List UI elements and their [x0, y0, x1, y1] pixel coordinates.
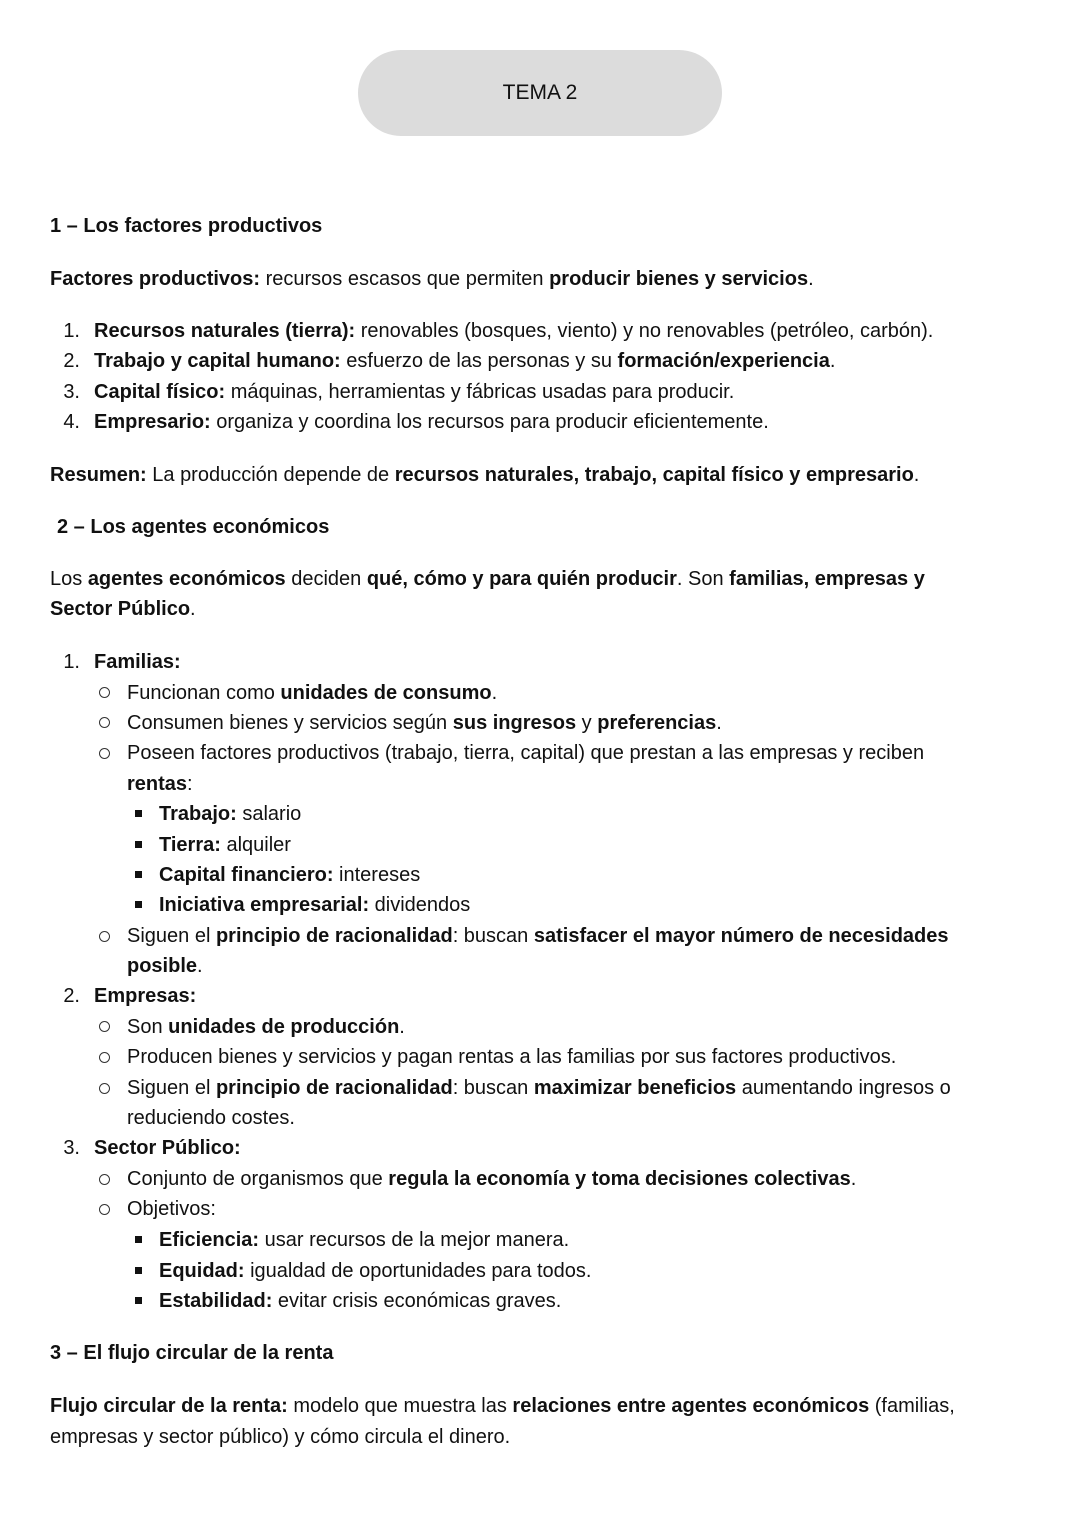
sector-point-1: Conjunto de organismos que regula la economía y toma decisiones colectivas.: [127, 1168, 857, 1190]
list-number: 4.: [63, 411, 80, 433]
s1-item-3: Capital físico: máquinas, herramientas y fábricas usadas para producir.: [94, 381, 735, 403]
section-1-heading: 1 – Los factores productivos: [50, 215, 323, 237]
empresas-point-1: Son unidades de producción.: [127, 1016, 405, 1038]
circle-bullet-icon: [99, 1174, 110, 1185]
square-bullet-icon: [135, 1297, 142, 1304]
circle-bullet-icon: [99, 717, 110, 728]
familias-point-3-cont: rentas:: [127, 773, 193, 795]
renta-iniciativa: Iniciativa empresarial: dividendos: [159, 894, 471, 916]
s1-item-2: Trabajo y capital humano: esfuerzo de las personas y su formación/experiencia.: [94, 350, 836, 372]
list-number: 2.: [63, 985, 80, 1007]
square-bullet-icon: [135, 810, 142, 817]
renta-trabajo: Trabajo: salario: [159, 803, 302, 825]
empresas-label: Empresas:: [94, 985, 197, 1007]
familias-point-3: Poseen factores productivos (trabajo, tierra, capital) que prestan a las empresas y reciben: [127, 742, 925, 764]
familias-point-4: Siguen el principio de racionalidad: buscan satisfacer el mayor número de necesidades: [127, 925, 949, 947]
objetivo-estabilidad: Estabilidad: evitar crisis económicas graves.: [159, 1290, 562, 1312]
circle-bullet-icon: [99, 931, 110, 942]
square-bullet-icon: [135, 841, 142, 848]
section-2-heading: 2 – Los agentes económicos: [57, 516, 330, 538]
familias-point-1: Funcionan como unidades de consumo.: [127, 682, 498, 704]
s3-definition-line-1: Flujo circular de la renta: modelo que muestra las relaciones entre agentes económicos (familias,: [50, 1395, 955, 1417]
s2-intro-line-1: Los agentes económicos deciden qué, cómo y para quién producir. Son familias, empresas y: [50, 568, 925, 590]
list-number: 2.: [63, 350, 80, 372]
list-number: 3.: [63, 1137, 80, 1159]
section-3-heading: 3 – El flujo circular de la renta: [50, 1342, 334, 1364]
renta-capital: Capital financiero: intereses: [159, 864, 421, 886]
empresas-point-3-cont: reduciendo costes.: [127, 1107, 295, 1129]
square-bullet-icon: [135, 1236, 142, 1243]
objetivo-eficiencia: Eficiencia: usar recursos de la mejor manera.: [159, 1229, 570, 1251]
s1-item-4: Empresario: organiza y coordina los recursos para producir eficientemente.: [94, 411, 769, 433]
square-bullet-icon: [135, 1267, 142, 1274]
sector-point-2: Objetivos:: [127, 1198, 216, 1220]
list-number: 1.: [63, 320, 80, 342]
empresas-point-2: Producen bienes y servicios y pagan rentas a las familias por sus factores productivos.: [127, 1046, 897, 1068]
s2-intro-line-2: Sector Público.: [50, 598, 196, 620]
sector-publico-label: Sector Público:: [94, 1137, 241, 1159]
list-number: 1.: [63, 651, 80, 673]
square-bullet-icon: [135, 901, 142, 908]
page-title: TEMA 2: [502, 81, 578, 104]
circle-bullet-icon: [99, 1052, 110, 1063]
s1-item-1: Recursos naturales (tierra): renovables (bosques, viento) y no renovables (petróleo, carbón).: [94, 320, 934, 342]
s1-summary: Resumen: La producción depende de recursos naturales, trabajo, capital físico y empresario.: [50, 464, 920, 486]
circle-bullet-icon: [99, 1204, 110, 1215]
renta-tierra: Tierra: alquiler: [159, 834, 291, 856]
empresas-point-3: Siguen el principio de racionalidad: buscan maximizar beneficios aumentando ingresos o: [127, 1077, 951, 1099]
familias-point-2: Consumen bienes y servicios según sus ingresos y preferencias.: [127, 712, 722, 734]
title-pill: [358, 50, 722, 136]
square-bullet-icon: [135, 871, 142, 878]
circle-bullet-icon: [99, 748, 110, 759]
list-number: 3.: [63, 381, 80, 403]
familias-label: Familias:: [94, 651, 181, 673]
s1-definition: Factores productivos: recursos escasos que permiten producir bienes y servicios.: [50, 268, 814, 290]
circle-bullet-icon: [99, 1083, 110, 1094]
circle-bullet-icon: [99, 1021, 110, 1032]
familias-point-4-cont: posible.: [127, 955, 203, 977]
s3-definition-line-2: empresas y sector público) y cómo circula el dinero.: [50, 1426, 511, 1448]
objetivo-equidad: Equidad: igualdad de oportunidades para todos.: [159, 1260, 592, 1282]
circle-bullet-icon: [99, 687, 110, 698]
